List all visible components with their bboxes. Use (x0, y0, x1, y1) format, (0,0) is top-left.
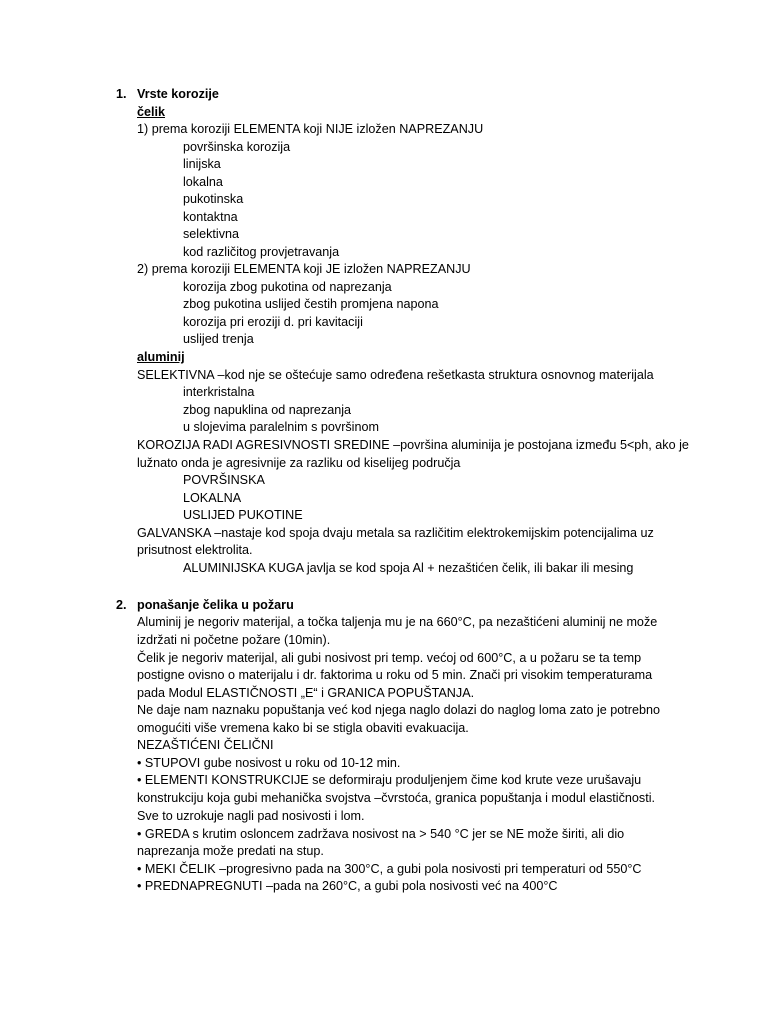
paragraph-line: • ELEMENTI KONSTRUKCIJE se deformiraju produljenjem čime kod krute veze urušavaju (137, 773, 642, 787)
paragraph-line: NEZAŠTIĆENI ČELIČNI (137, 738, 274, 752)
list-item: u slojevima paralelnim s površinom (183, 420, 379, 434)
list-item: POVRŠINSKA (183, 473, 265, 487)
list-item: korozija pri eroziji d. pri kavitaciji (183, 315, 363, 329)
paragraph-line: naprezanja može predati na stup. (137, 844, 324, 858)
celik-group2-title: 2) prema koroziji ELEMENTA koji JE izložen NAPREZANJU (137, 262, 471, 276)
list-item: zbog napuklina od naprezanja (183, 403, 352, 417)
aluminij-heading: aluminij (137, 350, 185, 364)
paragraph-line: postigne ovisno o materijalu i dr. faktorima u roku od 5 min. Znači pri visokim temperaturama (137, 668, 653, 682)
paragraph-line: konstrukciju koja gubi mehanička svojstva –čvrstoća, granica popuštanja i modul elastičnosti. (137, 791, 656, 805)
list-item: linijska (183, 157, 221, 171)
paragraph-line: Čelik je negoriv materijal, ali gubi nosivost pri temp. većoj od 600°C, a u požaru se ta temp (137, 651, 642, 665)
list-item: LOKALNA (183, 491, 242, 505)
list-item: uslijed trenja (183, 332, 254, 346)
section-2-number: 2. (116, 598, 127, 612)
paragraph-line: • GREDA s krutim osloncem zadržava nosivost na > 540 °C jer se NE može širiti, ali dio (137, 827, 625, 841)
korozija-line-1: KOROZIJA RADI AGRESIVNOSTI SREDINE –površina aluminija je postojana između 5<ph, ako je (137, 438, 689, 452)
paragraph-line: Ne daje nam naznaku popuštanja već kod njega naglo dolazi do naglog loma zato je potrebno (137, 703, 661, 717)
galvanska-line-1: GALVANSKA –nastaje kod spoja dvaju metala sa različitim elektrokemijskim potencijalima uz (137, 526, 654, 540)
section-2-title: ponašanje čelika u požaru (137, 598, 294, 612)
section-1-number: 1. (116, 87, 127, 101)
celik-heading: čelik (137, 105, 166, 119)
list-item: kod različitog provjetravanja (183, 245, 340, 259)
paragraph-line: Sve to uzrokuje nagli pad nosivosti i lom. (137, 809, 365, 823)
section-1-title: Vrste korozije (137, 87, 219, 101)
paragraph-line: pada Modul ELASTIČNOSTI „E“ i GRANICA POPUŠTANJA. (137, 686, 475, 700)
selektivna-text: SELEKTIVNA –kod nje se oštećuje samo određena rešetkasta struktura osnovnog materijala (137, 368, 654, 382)
paragraph-line: • STUPOVI gube nosivost u roku od 10-12 min. (137, 756, 401, 770)
korozija-line-2: lužnato onda je agresivnije za razliku od kiselijeg područja (137, 456, 461, 470)
list-item: USLIJED PUKOTINE (183, 508, 303, 522)
galvanska-line-2: prisutnost elektrolita. (137, 543, 253, 557)
paragraph-line: Aluminij je negoriv materijal, a točka taljenja mu je na 660°C, pa nezaštićeni aluminij ne može (137, 615, 658, 629)
list-item: zbog pukotina uslijed čestih promjena napona (183, 297, 439, 311)
paragraph-line: izdržati ni početne požare (10min). (137, 633, 331, 647)
list-item: površinska korozija (183, 140, 291, 154)
celik-group1-title: 1) prema koroziji ELEMENTA koji NIJE izložen NAPREZANJU (137, 122, 484, 136)
list-item: korozija zbog pukotina od naprezanja (183, 280, 392, 294)
kuga-line: ALUMINIJSKA KUGA javlja se kod spoja Al + nezaštićen čelik, ili bakar ili mesing (183, 561, 634, 575)
list-item: interkristalna (183, 385, 255, 399)
list-item: kontaktna (183, 210, 238, 224)
paragraph-line: • PREDNAPREGNUTI –pada na 260°C, a gubi pola nosivosti već na 400°C (137, 879, 558, 893)
paragraph-line: • MEKI ČELIK –progresivno pada na 300°C, a gubi pola nosivosti pri temperaturi od 550°C (137, 862, 642, 876)
list-item: lokalna (183, 175, 223, 189)
list-item: selektivna (183, 227, 240, 241)
list-item: pukotinska (183, 192, 244, 206)
paragraph-line: omogućiti više vremena kako bi se stigla obaviti evakuacija. (137, 721, 469, 735)
